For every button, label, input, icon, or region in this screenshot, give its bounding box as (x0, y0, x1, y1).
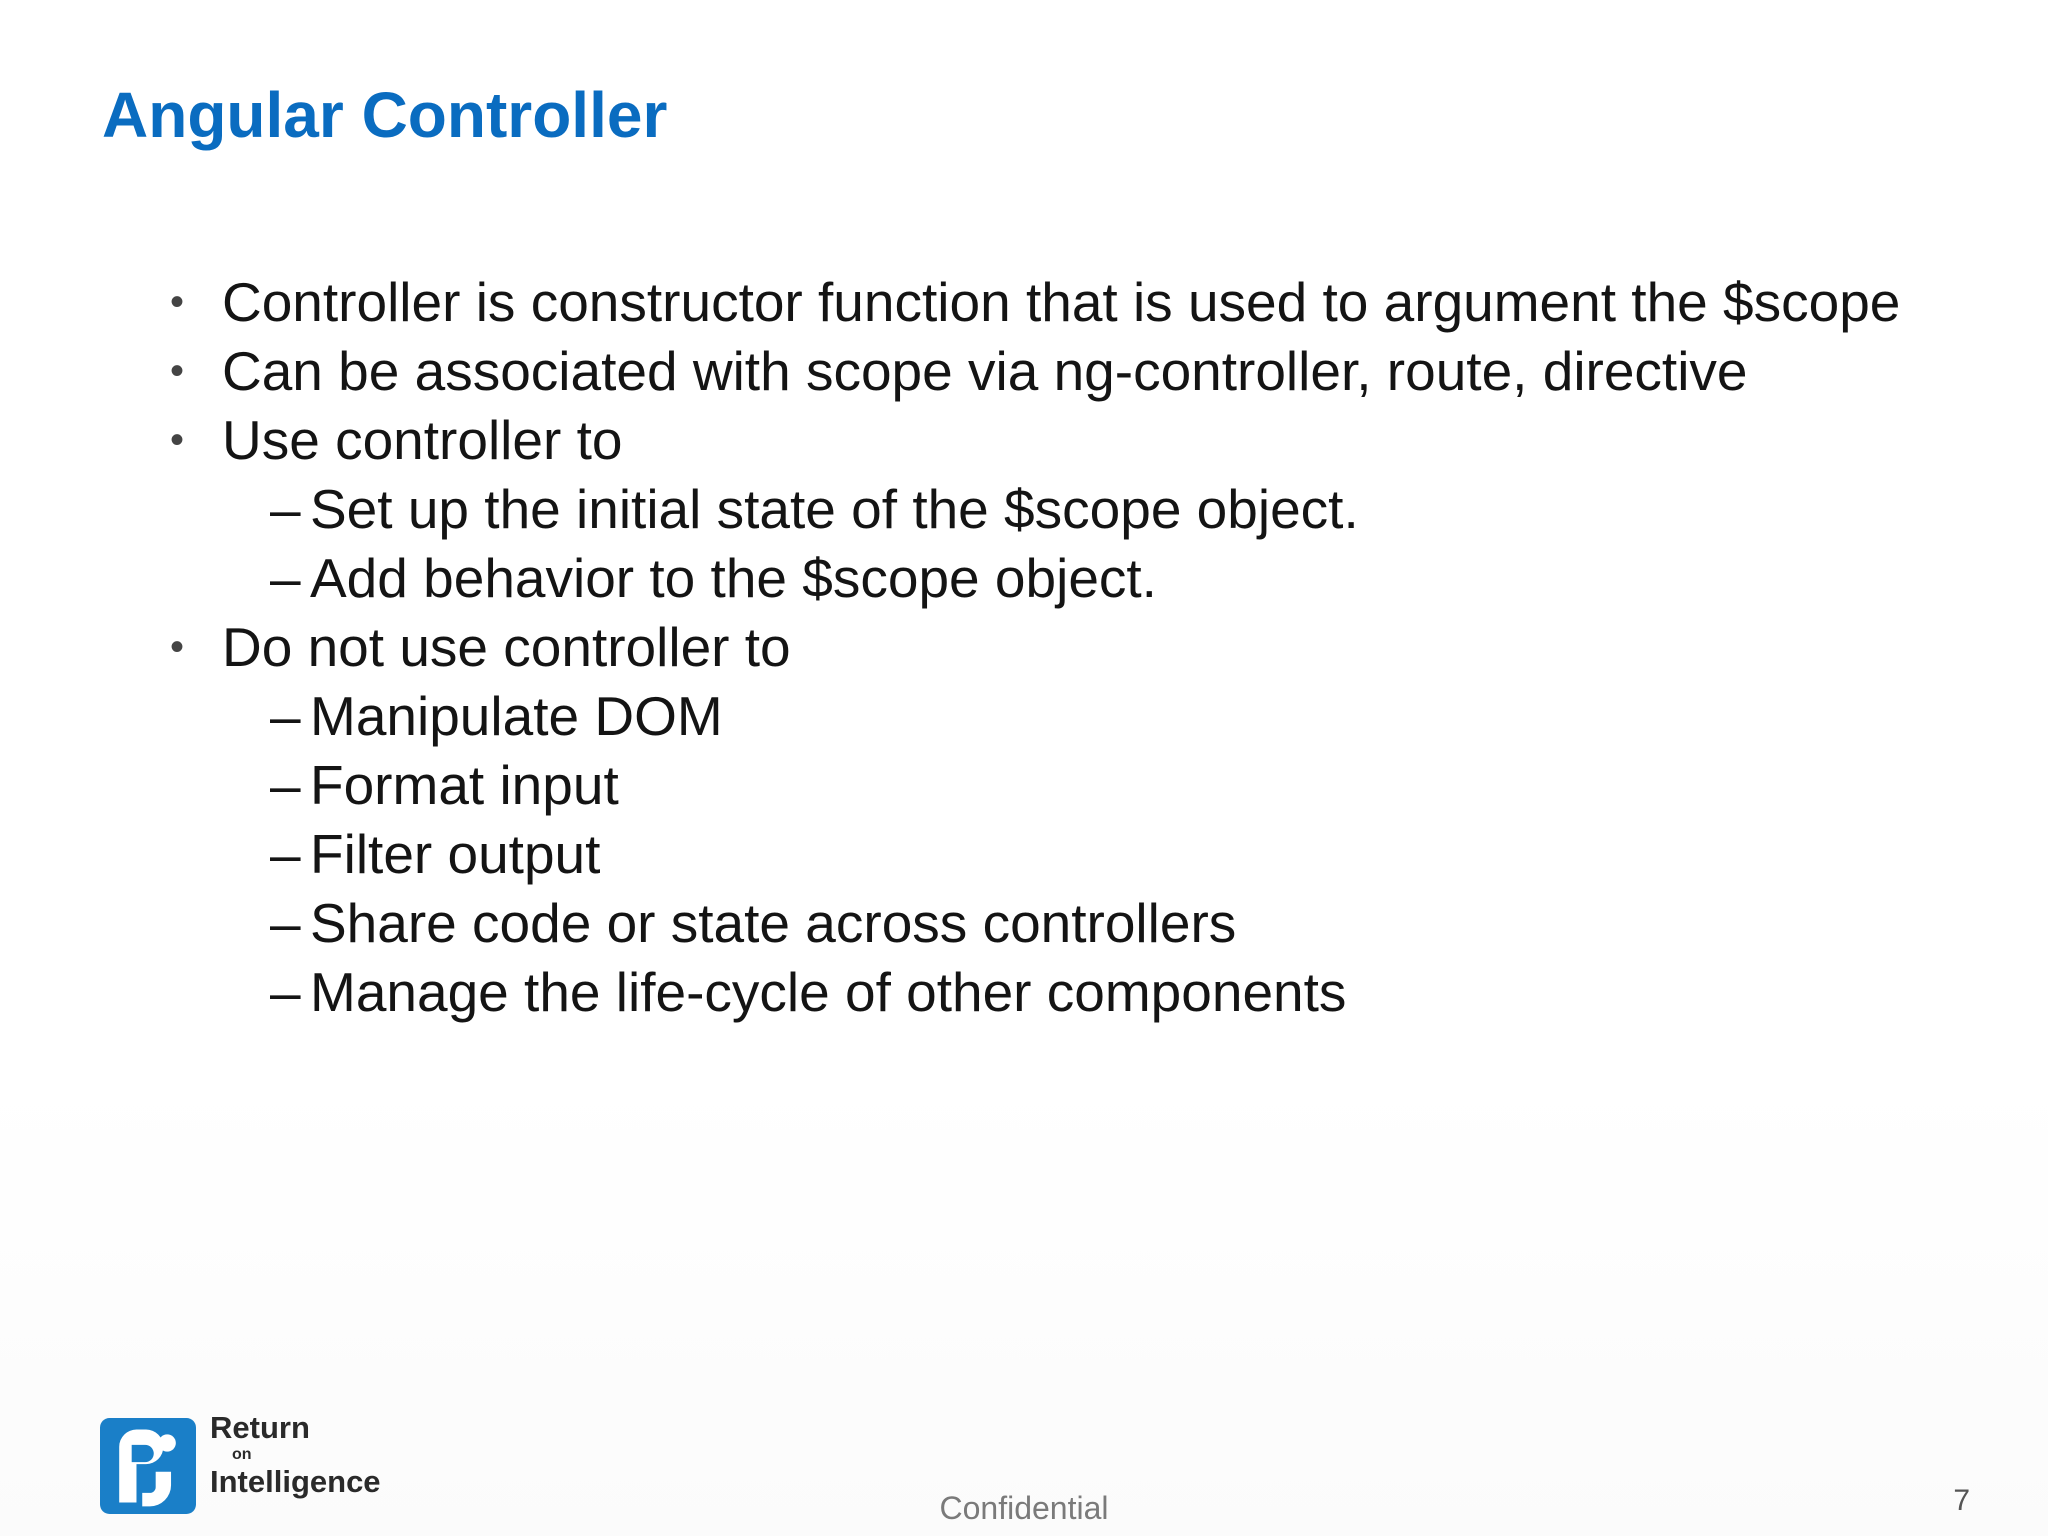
sub-bullet-item (170, 682, 1950, 751)
slide-title: Angular Controller (102, 79, 668, 151)
sub-bullet-text: Add behavior to the $scope object. (310, 547, 1157, 609)
bullet-dot-icon: • (170, 418, 185, 462)
sub-bullet-item (170, 958, 1950, 1027)
sub-bullet-text: Manage the life-cycle of other components (310, 961, 1347, 1023)
bullet-item (170, 613, 1950, 682)
dash-icon: – (270, 547, 301, 609)
dash-icon: – (270, 823, 301, 885)
dash-icon: – (270, 685, 301, 747)
dash-icon: – (270, 961, 301, 1023)
sub-bullet-item (170, 820, 1950, 889)
dash-icon: – (270, 754, 301, 816)
bullet-text: Controller is constructor function that is used to argument the $scope (222, 271, 1901, 333)
sub-bullet-item (170, 475, 1950, 544)
bullet-dot-icon: • (170, 349, 185, 393)
bullet-text: Use controller to (222, 409, 623, 471)
bullet-list (170, 268, 1950, 1027)
bullet-item (170, 406, 1950, 475)
bullet-item (170, 268, 1950, 337)
sub-bullet-item (170, 889, 1950, 958)
sub-bullet-text: Format input (310, 754, 619, 816)
sub-bullet-item (170, 544, 1950, 613)
bullet-text: Do not use controller to (222, 616, 791, 678)
logo-word-intelligence: Intelligence (210, 1464, 381, 1499)
confidential-label: Confidential (939, 1490, 1109, 1526)
bullet-text: Can be associated with scope via ng-controller, route, directive (222, 340, 1748, 402)
bullet-item (170, 337, 1950, 406)
sub-bullet-text: Set up the initial state of the $scope object. (310, 478, 1359, 540)
sub-bullet-text: Manipulate DOM (310, 685, 723, 747)
bullet-dot-icon: • (170, 280, 185, 324)
page-number: 7 (1953, 1484, 1970, 1517)
bullet-dot-icon: • (170, 625, 185, 669)
logo-wordmark (210, 1410, 381, 1500)
sub-bullet-item (170, 751, 1950, 820)
sub-bullet-text: Filter output (310, 823, 601, 885)
dash-icon: – (270, 478, 301, 540)
sub-bullet-text: Share code or state across controllers (310, 892, 1237, 954)
logo-word-on: on (232, 1446, 252, 1463)
logo-word-return: Return (210, 1410, 310, 1445)
dash-icon: – (270, 892, 301, 954)
